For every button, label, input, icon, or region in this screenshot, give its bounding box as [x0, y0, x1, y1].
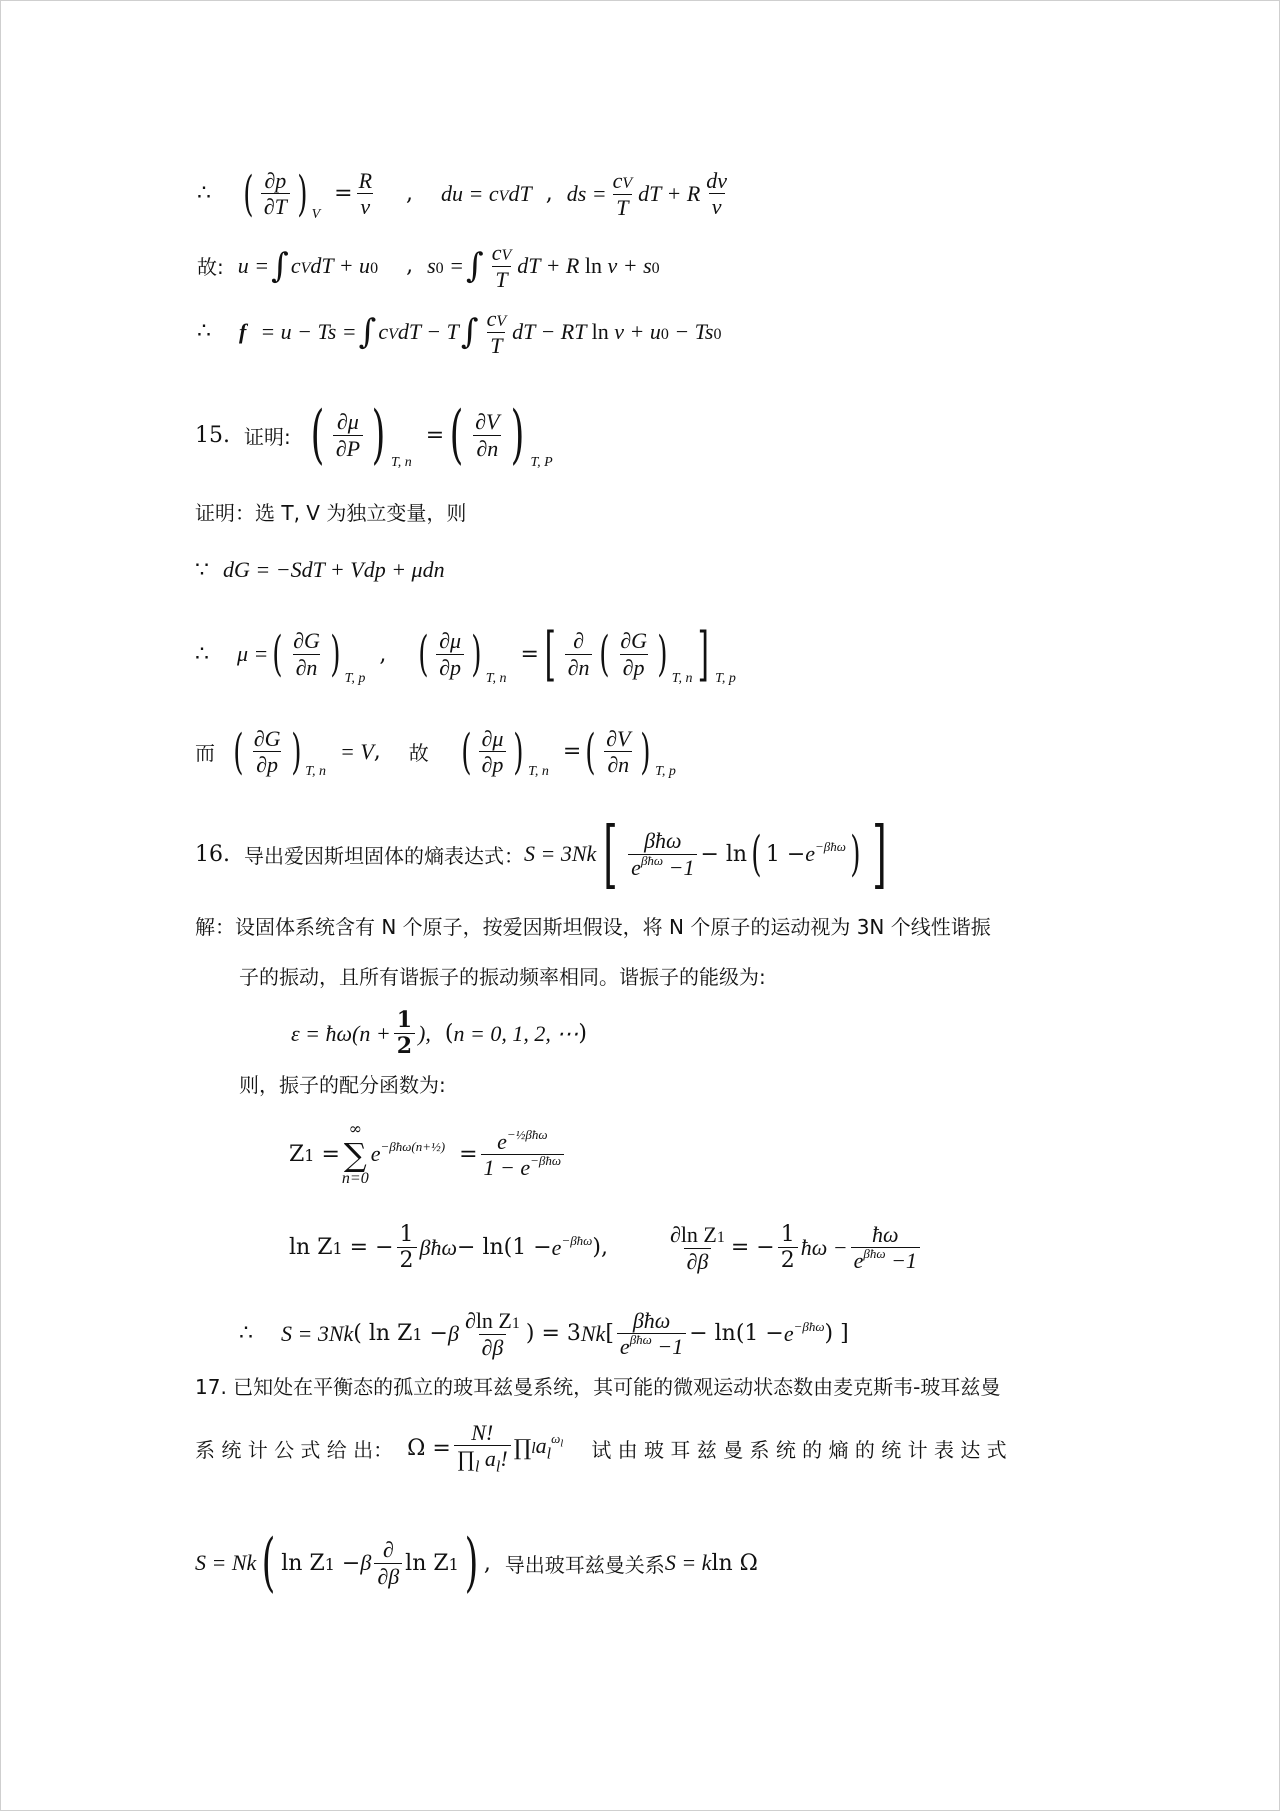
equation-mu: ∴ μ = ( $\frac{\partial G}{\partial n}$ ) T, p , ( $\frac{\partial\mu}{\partial p}$ ) T, n = [ $\frac{\partial}{\partial n}$ ( $\frac{\partial G}{\partial p}$ ) T, n ] T, p	[195, 620, 736, 688]
problem-17-line3: S = Nk ( ln Z1 − β $\frac{\partial}{\partial\beta}$ ln Z1 ) , 导出玻耳兹曼关系 S = k ln Ω	[195, 1526, 758, 1600]
n-range: n = 0, 1, 2, ⋯	[453, 1020, 579, 1046]
problem-16-number: 16.	[195, 841, 230, 867]
er-label: 而	[195, 741, 215, 766]
equation-line-3: ∴ f = u − Ts = ∫ cVdT − T ∫ $\frac{cV}{T}$ dT − RT ln v + u0 − Ts0	[197, 306, 722, 358]
problem-17-line1: 17. 已知处在平衡态的孤立的玻耳兹曼系统，其可能的微观运动状态数由麦克斯韦-玻耳兹曼	[195, 1375, 1001, 1399]
equation-line-2: 故: u = ∫ cVdT + u0 , s0 = ∫ $\frac{cV}{T}$ dT + R ln v + s0	[197, 240, 660, 292]
equation-dG: ∵ dG = −SdT + Vdp + μdn	[195, 557, 445, 583]
problem-17-line2: 系 统 计 公 式 给 出： Ω = $\frac{N!}{\prod_l a_l!}$ ∏ l $a_l^{\omega_l}$ 试 由 玻 耳 兹 曼 系 统 的 熵 的 统 计 表 达 式	[195, 1420, 1007, 1476]
equation-energy-levels: ε = ħω(n + $\frac{1}{2}$ ), ( n = 0, 1, 2, ⋯ )	[291, 1007, 587, 1060]
problem-17-text2: 系 统 计 公 式 给 出：	[195, 1438, 394, 1463]
equation-partition-function: Z1 = ∞ ∑ n=0 $e^{-\beta ħ\omega(n+\frac{1}{2})}$ = $\frac{e^{-\frac{1}{2}\beta ħ\omega}}{1 - e^{-\beta ħ\omega}}$	[289, 1121, 567, 1188]
problem-16-solution-line1: 解：设固体系统含有 N 个原子，按爱因斯坦假设，将 N 个原子的运动视为 3N 个线性谐振	[195, 915, 991, 939]
equation-lnZ: ln Z1 = − $\frac{1}{2}$ βħω − ln(1 − $e^{-\beta ħ\omega}$ ), $\frac{\text{∂ln Z1}}{\partial\beta}$ = − $\frac{1}{2}$ ħω − $\frac{ħ\omega}{e^{\beta ħ\omega} -1}$	[289, 1223, 923, 1273]
problem-15-number: 15.	[195, 422, 230, 448]
problem-16-solution-line2: 子的振动，且所有谐振子的振动频率相同。谐振子的能级为:	[239, 965, 766, 989]
problem-15-proof-intro: 证明：选 T, V 为独立变量，则	[195, 501, 467, 525]
problem-15-label: 证明:	[244, 424, 291, 449]
problem-17-text3: 试 由 玻 耳 兹 曼 系 统 的 熵 的 统 计 表 达 式	[591, 1438, 1007, 1463]
problem-16-solution-line3: 则，振子的配分函数为:	[239, 1073, 446, 1097]
equation-entropy-result: ∴ S = 3Nk ( ln Z1 − β $\frac{\text{∂ln Z1}}{\partial\beta}$ ) = 3 Nk [ $\frac{\text{βħω}}{e^{\beta ħ\omega} -1}$ − ln(1 − $e^{-\beta ħ\omega}$ ) ]	[239, 1308, 849, 1360]
gu-label: 故:	[197, 255, 224, 280]
gu2-label: 故	[408, 741, 429, 766]
problem-16-header: 16. 导出爱因斯坦固体的熵表达式： S = 3Nk [ $\frac{\text{βħω}}{e^{\beta ħ\omega} -1}$ − ln ( 1 − $e^{-\beta ħ\omega}$ ) ]	[195, 811, 887, 897]
equation-dGdp: 而 ( $\frac{\partial G}{\partial p}$ ) T, n = V , 故 ( $\frac{\partial\mu}{\partial p}$ ) T, n = ( $\frac{\partial V}{\partial n}$ ) T, p	[195, 723, 676, 780]
equation-line-1: ∴ ( $\frac{\partial p}{\partial T}$ ) V = $\frac{R}{v}$ , du = cVdT , ds = $\frac{cV}{T}$ dT + R $\frac{dv}{v}$	[197, 165, 728, 222]
problem-17-text4: 导出玻耳兹曼关系	[504, 1552, 665, 1577]
problem-15-header: 15. 证明: ( $\frac{\partial\mu}{\partial P}$ ) T, n = ( $\frac{\partial V}{\partial n}$ ) T, P	[195, 398, 553, 472]
problem-16-text: 导出爱因斯坦固体的熵表达式：	[244, 843, 524, 868]
